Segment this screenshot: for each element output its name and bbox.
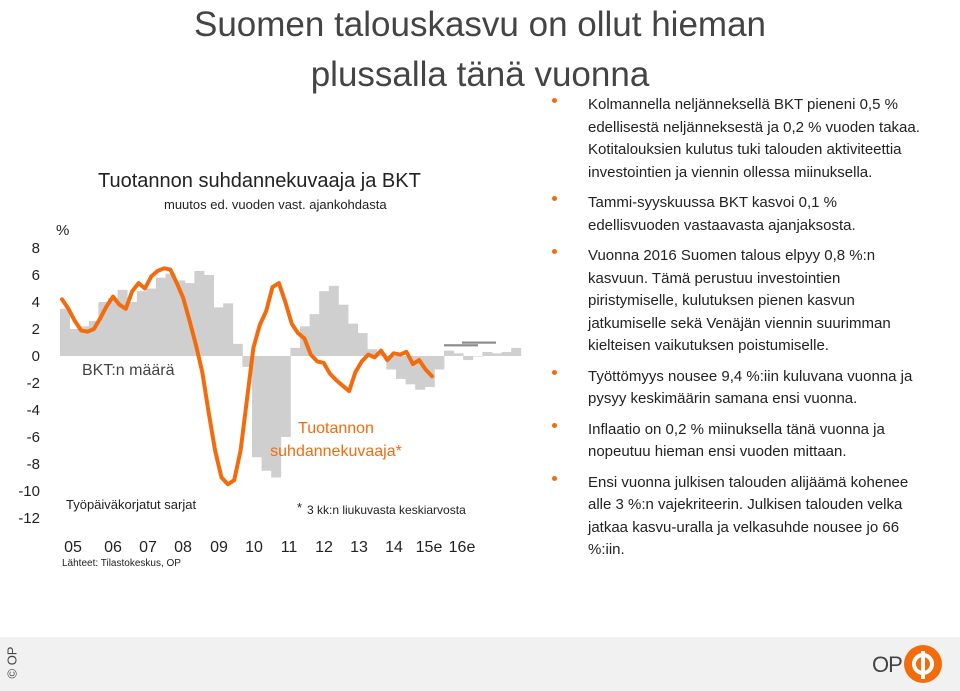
- y-tick-label: -2: [26, 375, 40, 392]
- gdp-bar: [204, 275, 214, 356]
- bullet-dot-icon: [552, 98, 557, 103]
- chart-source: Lähteet: Tilastokeskus, OP: [62, 558, 181, 569]
- chart-subtitle: muutos ed. vuoden vast. ajankohdasta: [164, 197, 387, 212]
- x-tick-label: 05: [64, 539, 82, 556]
- gdp-bar: [146, 289, 156, 357]
- gdp-bar: [338, 305, 348, 356]
- x-tick-label: 09: [210, 539, 228, 556]
- y-tick-label: 2: [31, 321, 40, 338]
- bullet-item: [552, 94, 924, 184]
- copyright: © OP: [4, 646, 20, 679]
- bullet-item: [552, 472, 924, 562]
- y-tick-label: -8: [26, 456, 40, 473]
- gdp-bar: [290, 348, 300, 356]
- gdp-bar: [214, 307, 224, 356]
- bullet-text: Ensi vuonna julkisen talouden alijäämä kohenee alle 3 %:n vajekriteerin. Julkisen talouden velka jatkaa kasvu-uralla ja velkasuhde nousee jo 66 %:iin.: [588, 473, 909, 558]
- annotation-workday-adjusted: Työpäiväkorjatut sarjat: [66, 497, 197, 512]
- bullet-dot-icon: [552, 370, 557, 375]
- bullet-text: Kolmannella neljänneksellä BKT pieneni 0,5 % edellisestä neljänneksestä ja 0,2 % vuoden takaa. Kotitalouksien kulutus tuki talouden aktiviteettia investointien ja viennin ollessa miinuksella.: [588, 96, 920, 181]
- bullet-item: [552, 419, 924, 464]
- x-tick-label: 07: [139, 539, 157, 556]
- y-tick-label: 0: [31, 348, 40, 365]
- gdp-bar: [310, 314, 320, 356]
- bullet-item: [552, 192, 924, 237]
- logo-text: OP: [872, 652, 902, 677]
- x-tick-label: 15e: [415, 539, 443, 556]
- y-tick-label: 8: [31, 240, 40, 257]
- bullet-text: Tammi-syyskuussa BKT kasvoi 0,1 % edellisvuoden vastaavasta ajanjaksosta.: [588, 194, 856, 234]
- gdp-bar: [473, 356, 483, 357]
- line-series-label-1: Tuotannon: [298, 420, 374, 437]
- gdp-chart: [0, 0, 540, 600]
- x-tick-label: 11: [280, 539, 298, 556]
- gdp-bar: [454, 353, 464, 356]
- bullet-list: [552, 94, 924, 570]
- op-logo-icon: [904, 645, 942, 683]
- gdp-bar: [444, 351, 454, 356]
- bullet-dot-icon: [552, 423, 557, 428]
- gdp-bar: [118, 290, 128, 356]
- y-tick-label: 6: [31, 267, 40, 284]
- bullet-dot-icon: [552, 196, 557, 201]
- gdp-bar: [137, 291, 147, 356]
- gdp-bar: [156, 278, 166, 356]
- gdp-bar: [233, 344, 243, 356]
- x-tick-label: 14: [385, 539, 403, 556]
- op-symbol-icon: [904, 645, 942, 683]
- gdp-bar: [434, 356, 444, 370]
- gdp-bar: [60, 309, 70, 356]
- x-tick-label: 12: [315, 539, 333, 556]
- line-series-label-2: suhdannekuvaaja*: [270, 443, 402, 460]
- gdp-bar: [348, 324, 358, 356]
- footnote-text: 3 kk:n liukuvasta keskiarvosta: [307, 503, 466, 517]
- gdp-bar: [281, 356, 291, 437]
- gdp-bar: [127, 302, 137, 356]
- bullet-text: Inflaatio on 0,2 % miinuksella tänä vuonna ja nopeutuu hieman ensi vuoden mittaan.: [588, 420, 885, 460]
- x-tick-label: 10: [245, 539, 263, 556]
- gdp-bar: [358, 333, 368, 356]
- gdp-bar: [329, 286, 339, 356]
- y-tick-label: -4: [26, 402, 40, 419]
- forecast-bar: [444, 344, 478, 346]
- gdp-bar: [252, 356, 262, 457]
- gdp-bar: [463, 356, 473, 360]
- slide-title-line1: Suomen talouskasvu on ollut hieman: [193, 5, 766, 44]
- op-logo: [872, 644, 944, 686]
- bullet-dot-icon: [552, 476, 557, 481]
- y-tick-label: -10: [18, 483, 40, 500]
- x-tick-label: 13: [350, 539, 368, 556]
- gdp-bar: [319, 291, 329, 356]
- bullet-text: Vuonna 2016 Suomen talous elpyy 0,8 %:n kasvuun. Tämä perustuu investointien piristymiselle, kulutuksen pienen kasvun jatkumiselle sekä Venäjän viennin suurimman kielteisen vaikutuksen poistumiselle.: [588, 247, 891, 354]
- y-tick-label: 4: [31, 294, 40, 311]
- y-axis-unit: %: [56, 222, 70, 239]
- x-tick-label: 08: [174, 539, 192, 556]
- slide-title-line2: plussalla tänä vuonna: [310, 55, 650, 94]
- gdp-bar: [70, 329, 80, 356]
- bar-series-label: BKT:n määrä: [82, 362, 175, 379]
- chart-title: Tuotannon suhdannekuvaaja ja BKT: [98, 170, 421, 192]
- gdp-bar: [502, 352, 512, 356]
- bullet-text: Työttömyys nousee 9,4 %:iin kuluvana vuonna ja pysyy keskimäärin samana ensi vuonna.: [588, 367, 913, 407]
- x-tick-label: 06: [104, 539, 122, 556]
- forecast-bar: [462, 342, 496, 344]
- gdp-bar: [396, 356, 406, 379]
- gdp-bar: [166, 274, 176, 356]
- gdp-bar: [108, 298, 118, 356]
- footer-bar: [0, 637, 960, 691]
- footnote-marker: *: [297, 500, 303, 515]
- y-tick-label: -12: [18, 510, 40, 527]
- y-tick-label: -6: [26, 429, 40, 446]
- bullet-dot-icon: [552, 249, 557, 254]
- gdp-bar: [511, 348, 521, 356]
- x-tick-label: 16e: [448, 539, 476, 556]
- bullet-item: [552, 366, 924, 411]
- gdp-bar: [492, 353, 502, 356]
- gdp-bar: [482, 352, 492, 356]
- bullet-item: [552, 245, 924, 358]
- gdp-bar: [223, 303, 233, 356]
